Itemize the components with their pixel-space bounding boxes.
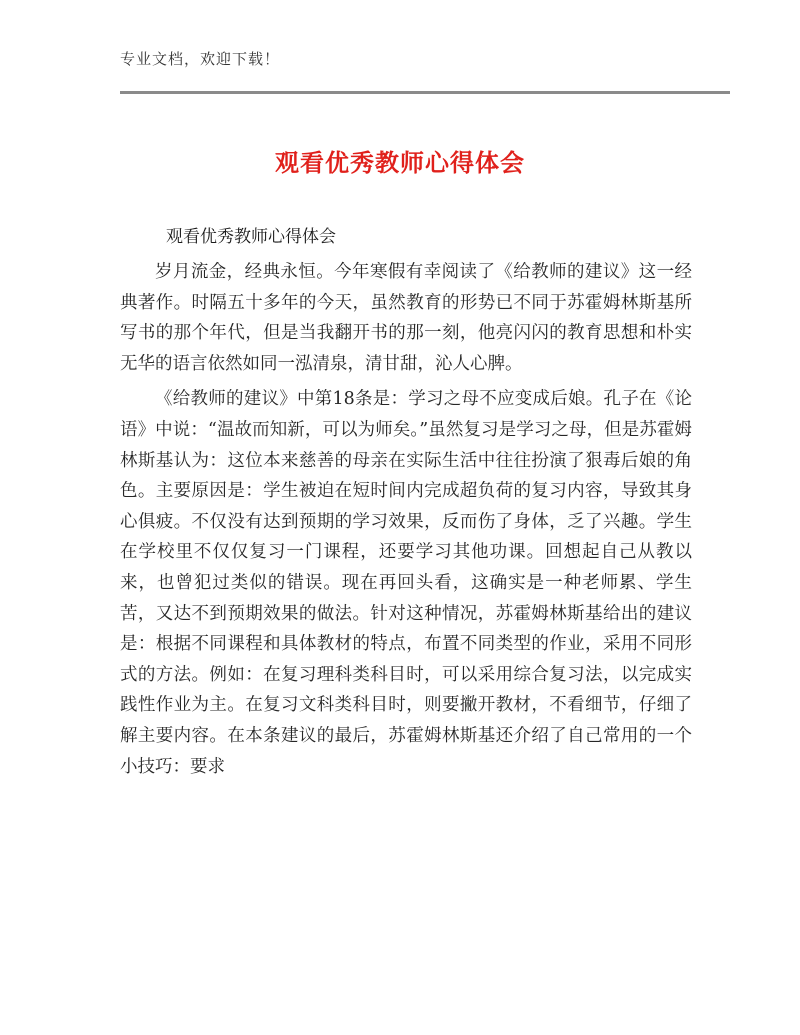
header-note: 专业文档，欢迎下载！ bbox=[120, 50, 281, 68]
document-title: 观看优秀教师心得体会 bbox=[275, 149, 525, 177]
section-subtitle: 观看优秀教师心得体会 bbox=[166, 227, 336, 247]
paragraph-1: 岁月流金，经典永恒。今年寒假有幸阅读了《给教师的建议》这一经典著作。时隔五十多年的今天，虽然教育的形势已不同于苏霍姆林斯基所写书的那个年代，但是当我翻开书的那一刻，他亮闪闪的教育思想和朴实无华的语言依然如同一泓清泉，清甘甜，沁人心脾。 bbox=[120, 262, 692, 374]
document-body bbox=[120, 257, 692, 782]
paragraph-2: 《给教师的建议》中第18条是：学习之母不应变成后娘。孔子在《论语》中说：“温故而知新，可以为师矣。”虽然复习是学习之母，但是苏霍姆林斯基认为：这位本来慈善的母亲在实际生活中往往扮演了狠毒后娘的角色。主要原因是：学生被迫在短时间内完成超负荷的复习内容，导致其身心俱疲。不仅没有达到预期的学习效果，反而伤了身体，乏了兴趣。学生在学校里不仅仅复习一门课程，还要学习其他功课。回想起自己从教以来，也曾犯过类似的错误。现在再回头看，这确实是一种老师累、学生苦，又达不到预期效果的做法。针对这种情况，苏霍姆林斯基给出的建议是：根据不同课程和具体教材的特点，布置不同类型的作业，采用不同形式的方法。例如：在复习理科类科目时，可以采用综合复习法，以完成实践性作业为主。在复习文科类科目时，则要撇开教材，不看细节，仔细了解主要内容。在本条建议的最后，苏霍姆林斯基还介绍了自己常用的一个小技巧：要求 bbox=[120, 389, 692, 777]
header-divider bbox=[120, 91, 730, 94]
